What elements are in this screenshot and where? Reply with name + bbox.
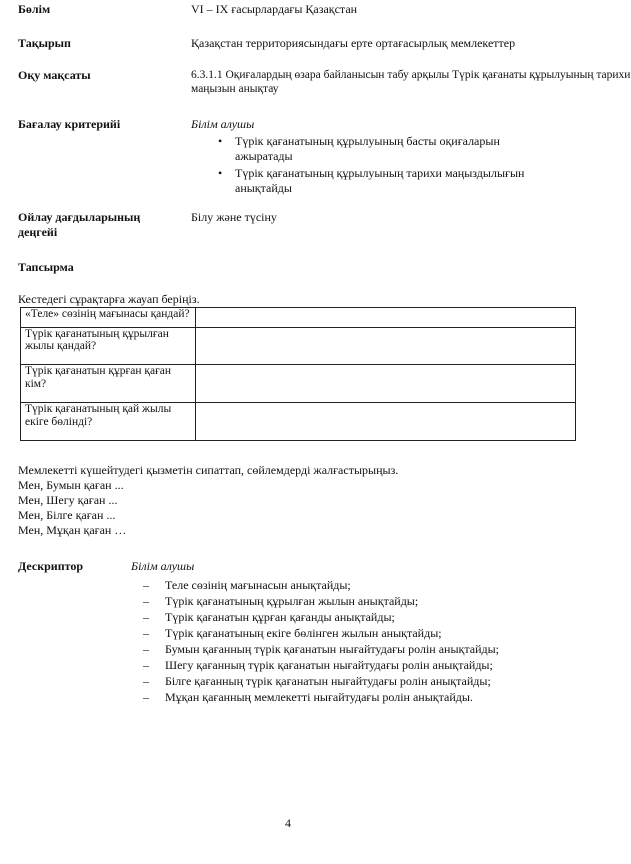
descriptor-item: – Мұқан қағанның мемлекетті нығайтудағы ролін анықтайды.: [143, 690, 473, 704]
sentence-start: Мен, Бумын қаған ...: [18, 478, 124, 492]
answer-cell[interactable]: [196, 327, 576, 365]
descriptor-header: Білім алушы: [131, 559, 195, 573]
sentence-start: Мен, Шегу қаған ...: [18, 493, 118, 507]
thinking-label: Ойлау дағдыларының деңгейі: [18, 210, 141, 239]
descriptor-list: [143, 578, 499, 706]
section-label: Бөлім: [18, 2, 51, 16]
task-instruction: Кестедегі сұрақтарға жауап беріңіз.: [18, 292, 200, 306]
answer-cell[interactable]: [196, 308, 576, 328]
descriptor-item: – Бумын қағанның түрік қағанатын нығайтудағы ролін анықтайды;: [143, 642, 499, 656]
sentence-start: Мен, Мұқан қаған …: [18, 523, 127, 537]
sentence-task: [18, 463, 398, 538]
question-cell: «Теле» сөзінің мағынасы қандай?: [21, 308, 196, 328]
criteria-label: Бағалау критерийі: [18, 117, 121, 131]
topic-label: Тақырып: [18, 36, 71, 50]
descriptor-label: Дескриптор: [18, 559, 84, 573]
criteria-item: • Түрік қағанатының құрылуының тарихи маңыздылығын анықтайды: [235, 166, 555, 196]
criteria-block: [191, 117, 576, 196]
descriptor-item: – Білге қағанның түрік қағанатын нығайтудағы ролін анықтайды;: [143, 674, 491, 688]
objective-value: 6.3.1.1 Оқиғалардың өзара байланысын табу арқылы Түрік қағанаты құрылуының тарихи маңызын анықтау: [191, 69, 631, 96]
thinking-value: Білу және түсіну: [191, 210, 277, 224]
descriptor-item: – Түрік қағанатының құрылған жылын анықтайды;: [143, 594, 419, 608]
criteria-header: Білім алушы: [191, 117, 255, 131]
objective-label: Оқу мақсаты: [18, 68, 91, 82]
section-value: VI – IX ғасырлардағы Қазақстан: [191, 2, 358, 16]
table-row: [21, 403, 576, 441]
descriptor-item: – Түрік қағанатын құрған қағанды анықтайды;: [143, 610, 395, 624]
question-cell: Түрік қағанатын құрған қаған кім?: [21, 365, 196, 403]
question-cell: Түрік қағанатының құрылған жылы қандай?: [21, 327, 196, 365]
descriptor-item: – Түрік қағанатының екіге бөлінген жылын анықтайды;: [143, 626, 442, 640]
topic-value: Қазақстан территориясындағы ерте ортағасырлық мемлекеттер: [191, 36, 516, 50]
continue-instruction: Мемлекетті күшейтудегі қызметін сипаттап, сөйлемдерді жалғастырыңыз.: [18, 463, 399, 477]
table-row: [21, 308, 576, 328]
descriptor-item: – Шегу қағанның түрік қағанатын нығайтудағы ролін анықтайды;: [143, 658, 493, 672]
criteria-list: [191, 134, 576, 196]
sentence-start: Мен, Білге қаған ...: [18, 508, 116, 522]
page-number: 4: [285, 816, 291, 830]
answer-cell[interactable]: [196, 403, 576, 441]
criteria-item: • Түрік қағанатының құрылуының басты оқиғаларын ажыратады: [235, 134, 545, 164]
question-table: [20, 307, 576, 441]
task-heading: Тапсырма: [18, 260, 74, 274]
descriptor-item: – Теле сөзінің мағынасын анықтайды;: [143, 578, 351, 592]
table-row: [21, 327, 576, 365]
answer-cell[interactable]: [196, 365, 576, 403]
table-row: [21, 365, 576, 403]
question-cell: Түрік қағанатының қай жылы екіге бөлінді?: [21, 403, 196, 441]
